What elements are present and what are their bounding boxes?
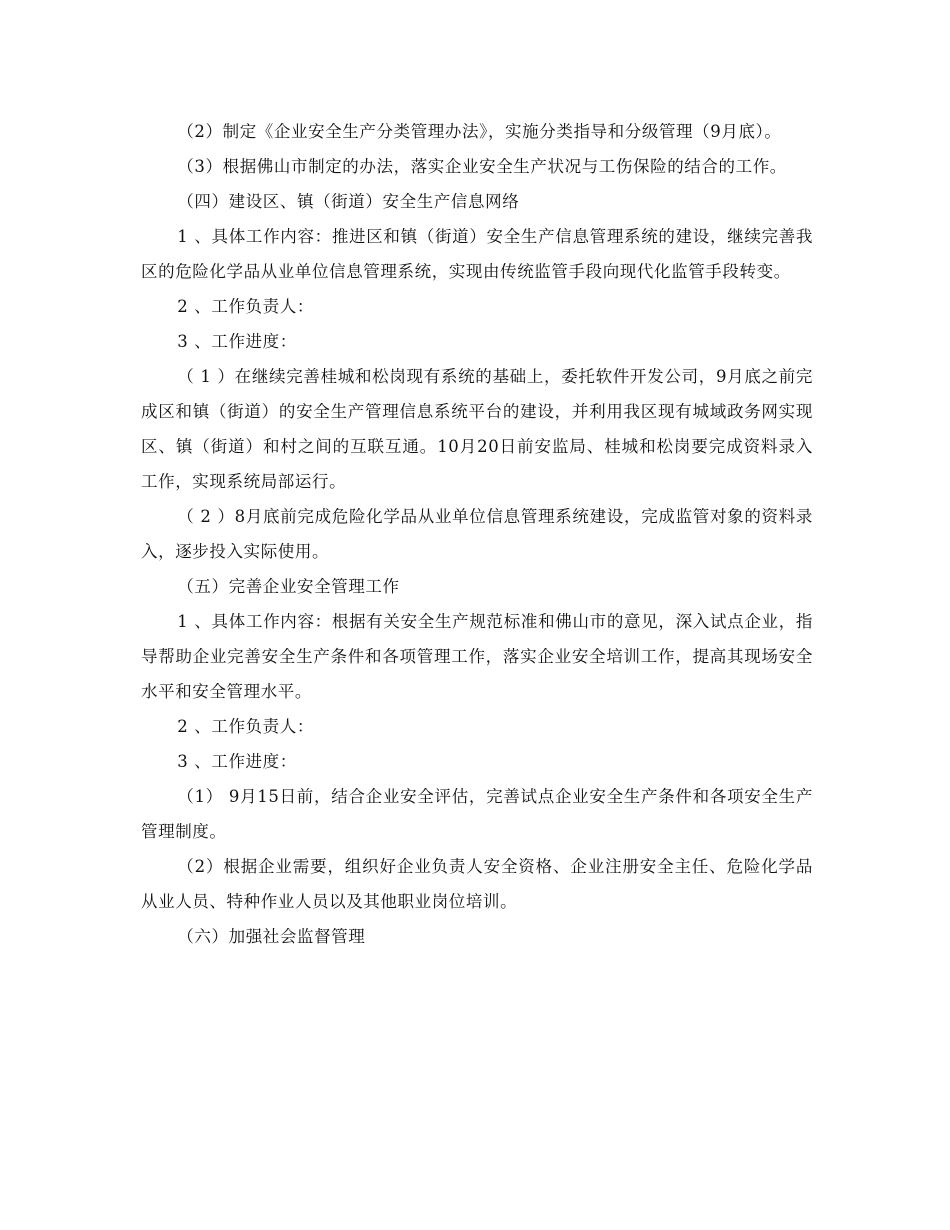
paragraph-network-owner: 2 、工作负责人： — [177, 297, 314, 316]
paragraph-enterprise-progress-2: （2）根据企业需要，组织好企业负责人安全资格、企业注册安全主任、危险化学品从业人员、特种作业人员以及其他职业岗位培训。 — [141, 857, 813, 911]
section-heading-enterprise-safety: （五）完善企业安全管理工作 — [177, 577, 400, 596]
paragraph-network-progress: 3 、工作进度： — [177, 332, 297, 351]
paragraph-network-content: 1 、具体工作内容：推进区和镇（街道）安全生产信息管理系统的建设，继续完善我区的危险化学品从业单位信息管理系统，实现由传统监管手段向现代化监管手段转变。 — [141, 227, 813, 281]
paragraph-enterprise-content: 1 、具体工作内容：根据有关安全生产规范标准和佛山市的意见，深入试点企业，指导帮助企业完善安全生产条件和各项管理工作，落实企业安全培训工作，提高其现场安全水平和安全管理水平。 — [141, 612, 813, 701]
document-body — [141, 114, 813, 954]
section-heading-info-network: （四）建设区、镇（街道）安全生产信息网络 — [177, 192, 520, 211]
paragraph-network-progress-2: （ 2 ）8月底前完成危险化学品从业单位信息管理系统建设，完成监管对象的资料录入，逐步投入实际使用。 — [141, 507, 813, 561]
section-heading-social-supervision: （六）加强社会监督管理 — [177, 927, 366, 946]
paragraph-work-injury-insurance: （3）根据佛山市制定的办法，落实企业安全生产状况与工伤保险的结合的工作。 — [177, 157, 787, 176]
paragraph-classification-measures: （2）制定《企业安全生产分类管理办法》，实施分类指导和分级管理（9月底）。 — [177, 122, 782, 141]
paragraph-enterprise-owner: 2 、工作负责人： — [177, 717, 314, 736]
paragraph-enterprise-progress: 3 、工作进度： — [177, 752, 297, 771]
paragraph-enterprise-progress-1: （1） 9月15日前，结合企业安全评估，完善试点企业安全生产条件和各项安全生产管理制度。 — [141, 787, 813, 841]
paragraph-network-progress-1: （ 1 ）在继续完善桂城和松岗现有系统的基础上，委托软件开发公司，9月底之前完成区和镇（街道）的安全生产管理信息系统平台的建设，并利用我区现有城域政务网实现区、镇（街道）和村之间的互联互通。10月20日前安监局、桂城和松岗要完成资料录入工作，实现系统局部运行。 — [141, 367, 813, 491]
